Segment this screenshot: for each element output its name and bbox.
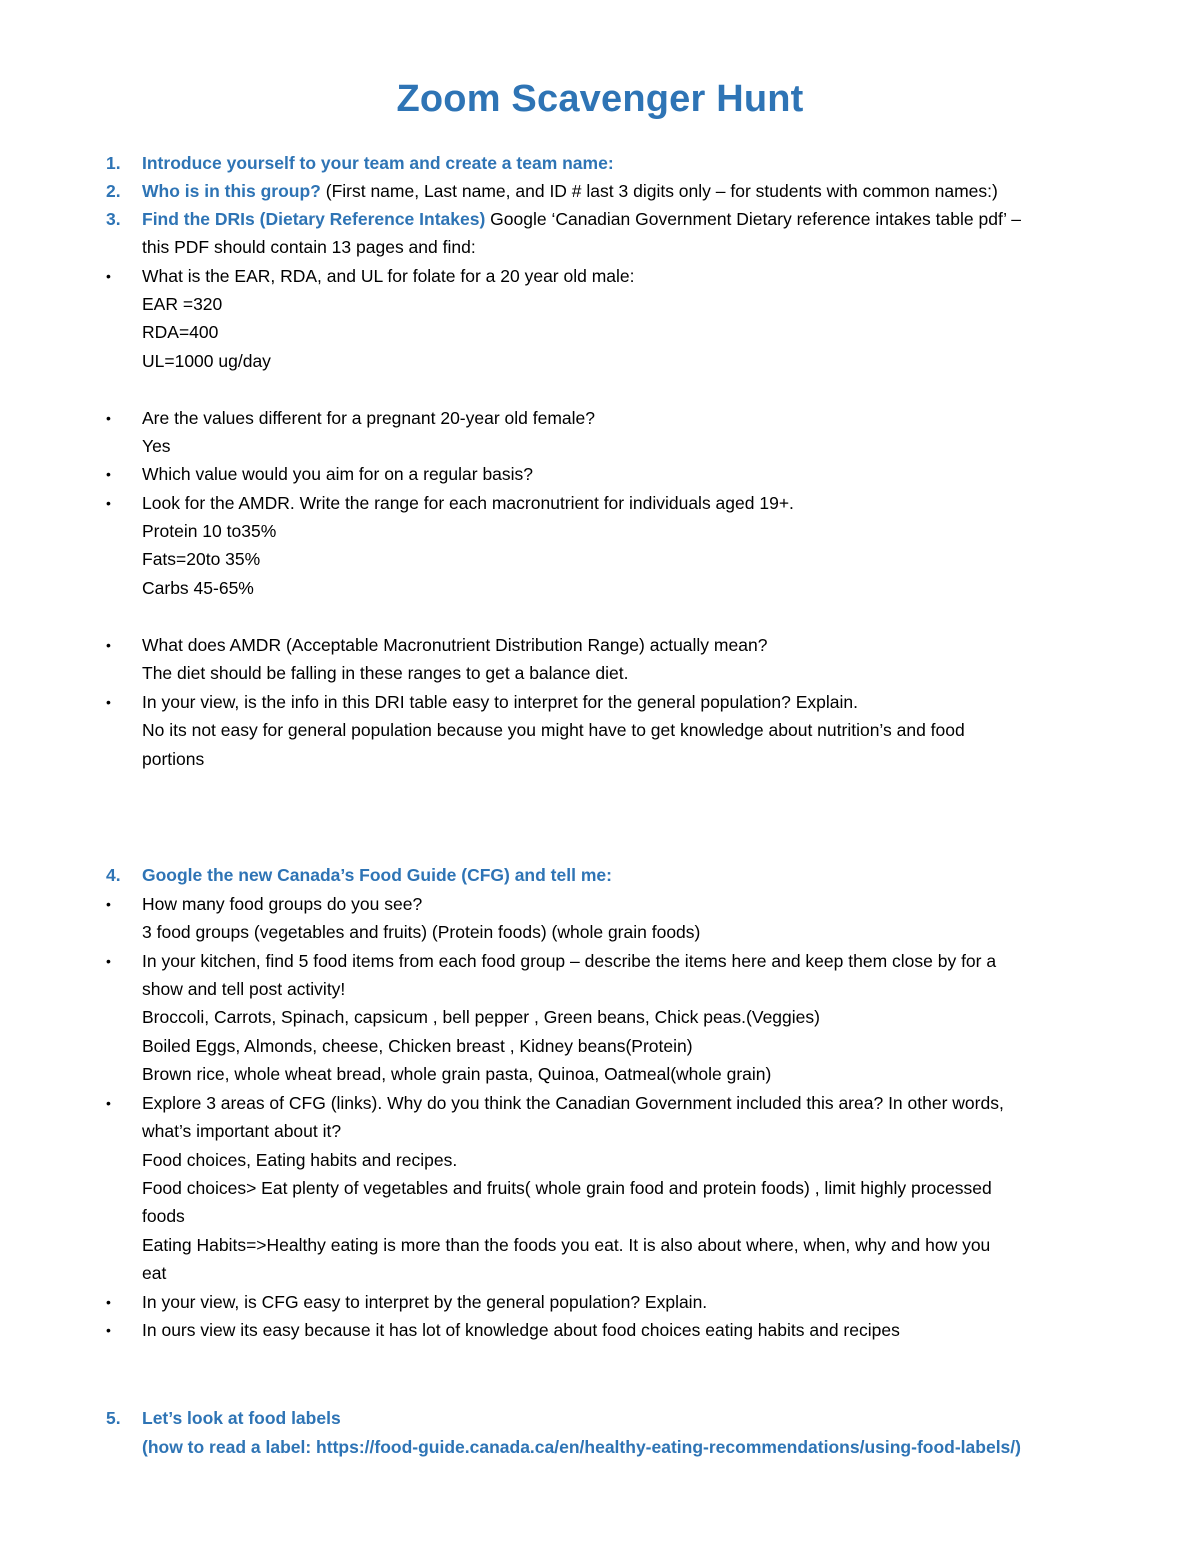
bullet-icon: • (106, 1095, 111, 1111)
question-text (142, 177, 998, 205)
question-number: 4. (106, 865, 121, 885)
bullet-text: In your view, is the info in this DRI table easy to interpret for the general population? Explain. (142, 692, 858, 712)
question-number: 2. (106, 181, 121, 201)
bullet-icon: • (106, 410, 111, 426)
bullet-text-line: show and tell post activity! (142, 979, 346, 999)
bullet-text: What is the EAR, RDA, and UL for folate for a 20 year old male: (142, 266, 635, 286)
bullet-icon: • (106, 1322, 111, 1338)
answer-line: EAR =320 (142, 294, 223, 314)
bullet-text: In ours view its easy because it has lot of knowledge about food choices eating habits and recipes (142, 1320, 900, 1340)
question-detail-line: this PDF should contain 13 pages and find: (142, 237, 476, 257)
bullet-icon: • (106, 268, 111, 284)
question-number: 3. (106, 209, 121, 229)
bullet-text: Which value would you aim for on a regular basis? (142, 464, 534, 484)
question-number: 5. (106, 1408, 121, 1428)
question-number: 1. (106, 153, 121, 173)
bullet-icon: • (106, 466, 111, 482)
answer-line: Eating Habits=>Healthy eating is more than the foods you eat. It is also about where, when, why and how you (142, 1235, 991, 1255)
question-text: Introduce yourself to your team and create a team name: (142, 153, 614, 173)
question-detail: (First name, Last name, and ID # last 3 digits only – for students with common names:) (320, 181, 998, 201)
question-text: Let’s look at food labels (142, 1408, 341, 1428)
bullet-text: How many food groups do you see? (142, 894, 423, 914)
bullet-icon: • (106, 637, 111, 653)
question-detail: Google ‘Canadian Government Dietary reference intakes table pdf’ – (485, 209, 1021, 229)
bullet-icon: • (106, 1294, 111, 1310)
question-heading: Who is in this group? (142, 181, 321, 201)
bullet-text-line: what’s important about it? (142, 1121, 342, 1141)
bullet-text: In your kitchen, find 5 food items from each food group – describe the items here and keep them close by for a (142, 951, 997, 971)
answer-line: Protein 10 to35% (142, 521, 277, 541)
bullet-icon: • (106, 495, 111, 511)
page-title: Zoom Scavenger Hunt (396, 78, 804, 120)
answer-line: foods (142, 1206, 185, 1226)
food-label-link[interactable]: (how to read a label: https://food-guide.canada.ca/en/healthy-eating-recommendations/using-food-labels/) (142, 1437, 1021, 1457)
bullet-text: Are the values different for a pregnant 20-year old female? (142, 408, 596, 428)
answer-line: Carbs 45-65% (142, 578, 254, 598)
answer-line: Boiled Eggs, Almonds, cheese, Chicken breast , Kidney beans(Protein) (142, 1036, 693, 1056)
answer-line: No its not easy for general population because you might have to get knowledge about nutrition’s and food (142, 720, 965, 740)
answer-line: The diet should be falling in these ranges to get a balance diet. (142, 663, 629, 683)
bullet-text: Look for the AMDR. Write the range for each macronutrient for individuals aged 19+. (142, 493, 794, 513)
answer-line: Food choices, Eating habits and recipes. (142, 1150, 458, 1170)
answer-line: Fats=20to 35% (142, 549, 261, 569)
bullet-icon: • (106, 896, 111, 912)
answer-line: UL=1000 ug/day (142, 351, 271, 371)
answer-line: RDA=400 (142, 322, 219, 342)
answer-line: Broccoli, Carrots, Spinach, capsicum , bell pepper , Green beans, Chick peas.(Veggies) (142, 1007, 820, 1027)
answer-line: Brown rice, whole wheat bread, whole grain pasta, Quinoa, Oatmeal(whole grain) (142, 1064, 772, 1084)
answer-line: eat (142, 1263, 167, 1283)
answer-line: portions (142, 749, 205, 769)
question-text: Google the new Canada’s Food Guide (CFG) and tell me: (142, 865, 612, 885)
answer-line: Yes (142, 436, 171, 456)
bullet-icon: • (106, 694, 111, 710)
bullet-text: In your view, is CFG easy to interpret by the general population? Explain. (142, 1292, 708, 1312)
answer-line: Food choices> Eat plenty of vegetables and fruits( whole grain food and protein foods) , limit highly processed (142, 1178, 992, 1198)
bullet-text: What does AMDR (Acceptable Macronutrient Distribution Range) actually mean? (142, 635, 768, 655)
question-heading: Find the DRIs (Dietary Reference Intakes) (142, 209, 486, 229)
bullet-icon: • (106, 953, 111, 969)
bullet-text: Explore 3 areas of CFG (links). Why do you think the Canadian Government included this area? In other words, (142, 1093, 1004, 1113)
answer-line: 3 food groups (vegetables and fruits) (Protein foods) (whole grain foods) (142, 922, 701, 942)
question-text (142, 205, 1021, 233)
